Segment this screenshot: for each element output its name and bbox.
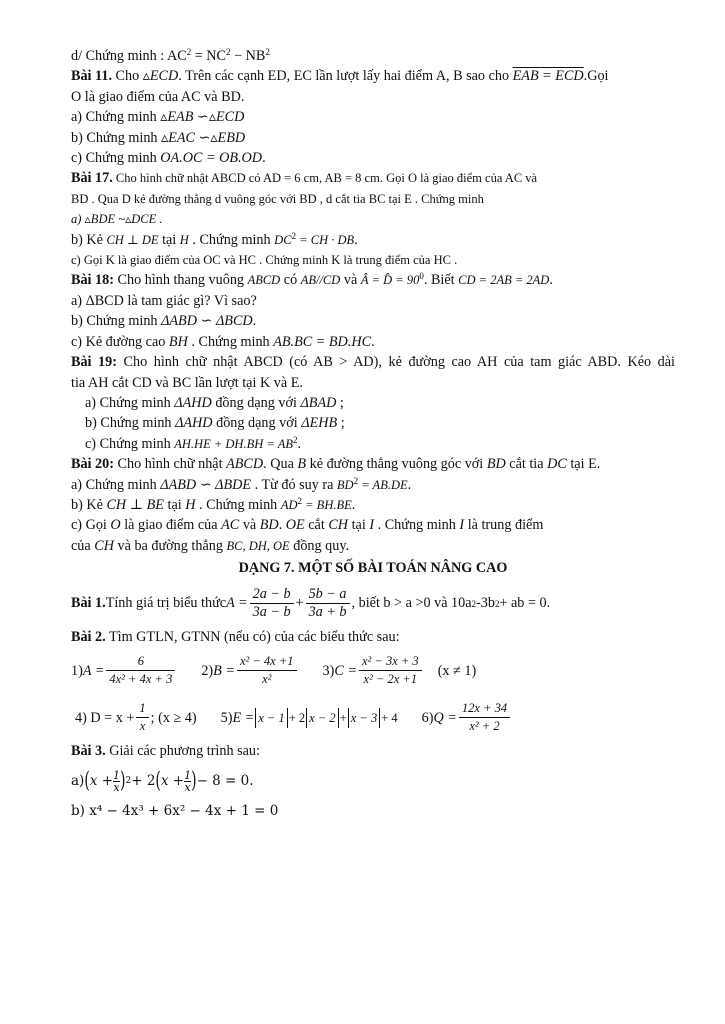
e4-den: x — [139, 719, 146, 734]
b17-b-math2: DC — [274, 232, 292, 247]
b20-a — [71, 475, 675, 495]
b20-b-mid2: . Chứng minh — [195, 496, 281, 513]
b19-c — [71, 434, 675, 454]
b20-a-math: ΔABD ∽ ΔBDE — [160, 476, 252, 493]
e4-frac — [136, 700, 148, 735]
e1-frac — [106, 653, 175, 688]
b18-title: Bài 18: — [71, 272, 114, 289]
b18-t5: và — [340, 272, 361, 289]
e4-cond: ; (x ≥ 4) — [150, 709, 197, 726]
b11-text1: Cho — [112, 68, 143, 85]
b20-c-ac: AC — [221, 517, 240, 534]
b18-c — [71, 332, 675, 352]
p1-A: A = — [226, 595, 248, 612]
b19-c-period: . — [297, 435, 302, 452]
b20-t1: Cho hình chữ nhật — [113, 456, 227, 473]
e2-den: x² — [262, 672, 272, 687]
b20-t4: B — [297, 456, 307, 473]
b20-c-oe: OE — [285, 517, 305, 534]
b20-a-m3: = AB.DE — [358, 477, 408, 492]
p3a-frac1 — [113, 770, 120, 793]
b20-c2-ch: CH — [94, 537, 114, 554]
p3a-frac2 — [184, 770, 191, 793]
b20-title: Bài 20: — [71, 456, 114, 473]
b18-period: . — [549, 272, 553, 289]
b18-c-label: c) Kẻ đường cao — [71, 333, 169, 350]
b19-sq: 2 — [292, 434, 298, 445]
b11-a — [71, 107, 675, 127]
p3a-frac2-num: 1 — [184, 768, 192, 782]
b18-b-label: b) Chứng minh — [71, 313, 162, 330]
b11-angles: EAB = ECD — [512, 68, 584, 85]
e2-lhs: B = — [213, 662, 235, 679]
d-end: − NB — [230, 48, 266, 64]
d-prefix: d/ Chứng minh : AC — [71, 48, 187, 64]
b18-t4: AB//CD — [300, 273, 341, 288]
b18-t3: có — [280, 272, 301, 289]
b18-t8: CD = 2AB = 2AD — [458, 273, 550, 288]
b17-b-math3: = CH · DB — [296, 232, 355, 247]
b20-c-ch: CH — [328, 517, 349, 534]
b18-c-bh: BH — [168, 333, 188, 350]
e1-label: 1) — [71, 662, 83, 679]
b20-c2-t1: của — [71, 537, 95, 554]
b17-title: Bài 17. — [71, 170, 113, 187]
section-title: DẠNG 7. MỘT SỐ BÀI TOÁN NÂNG CAO — [238, 560, 508, 577]
p3a-frac1-num: 1 — [113, 768, 121, 782]
e2-frac — [237, 653, 297, 688]
e5-abs2: x − 2 — [306, 708, 338, 728]
b20-a-period: . — [407, 476, 412, 493]
p1-frac2-den: 3a + b — [308, 604, 347, 621]
p3a-frac2-den: x — [184, 780, 191, 794]
b20-b-m2: AD — [280, 497, 298, 512]
b18-a: a) ΔBCD là tam giác gì? Vì sao? — [71, 292, 257, 309]
p3a-x1: x + — [89, 773, 114, 790]
e3-den: x² − 2x +1 — [363, 672, 418, 687]
p2-row2 — [71, 695, 675, 741]
p3a-line: a) ( x + $\frac{1}{x}$ ) 2 + 2 ( x + $\frac{1}{x}$ ) − 8 = 0. — [71, 761, 675, 801]
b18-line1 — [71, 270, 675, 290]
b20-c-cat: cắt — [304, 517, 329, 534]
p2-line — [71, 627, 675, 647]
b17-b-period: . — [354, 231, 358, 248]
b20-t9: tại E. — [566, 456, 601, 473]
b19-c-math: AH.HE + DH.BH = AB — [174, 436, 293, 451]
b11-c-period: . — [262, 150, 266, 167]
b19-b-m1: ΔAHD — [175, 415, 213, 432]
b18-deg: 0 — [419, 271, 424, 282]
b18-c-period: . — [371, 333, 375, 350]
b11-b — [71, 128, 675, 148]
b20-b-h: H — [185, 496, 196, 513]
b20-b-sq: 2 — [297, 495, 302, 506]
b20-b-period: . — [351, 496, 356, 513]
b18-t2: ABCD — [247, 273, 281, 288]
b20-c-i2: I — [459, 517, 465, 534]
e1-den: 4x² + 4x + 3 — [109, 672, 173, 687]
b20-c-bd: BD — [259, 517, 279, 534]
b17-c: c) Gọi K là giao điểm của OC và HC . Chứng minh K là trung điểm của HC . — [71, 253, 458, 268]
e3-frac — [359, 653, 422, 688]
b19-line1 — [71, 352, 675, 372]
e3-cond: (x ≠ 1) — [437, 662, 477, 679]
p2-text: Tìm GTLN, GTNN (nếu có) của các biểu thức sau: — [105, 628, 400, 645]
b17-line1 — [71, 168, 675, 188]
b19-title: Bài 19: — [71, 354, 117, 371]
b20-a-label: a) Chứng minh — [71, 476, 161, 493]
b19-b — [71, 413, 675, 433]
b20-b-mid: tại — [163, 496, 186, 513]
b20-c-tai: tại — [348, 517, 370, 534]
b18-b — [71, 311, 675, 331]
p3a-end: − 8 = 0. — [196, 773, 254, 790]
sq-1: 2 — [186, 47, 192, 57]
b20-a-sq: 2 — [353, 475, 359, 486]
b18-b-math: ΔABD ∽ ΔBCD — [161, 313, 253, 330]
b20-b-m3: = BH.BE — [302, 497, 352, 512]
b18-t6: Â = D̂ = 90 — [360, 273, 420, 288]
p1-end1: , biết b > a >0 và 10a — [351, 595, 472, 612]
e5-p1: + 2 — [288, 710, 306, 725]
b17-sq: 2 — [291, 230, 297, 241]
b20-c-end: là trung điểm — [464, 517, 544, 534]
e5-lhs: E = — [232, 709, 255, 726]
e5-p2: + — [339, 710, 347, 725]
b19-c-label: c) Chứng minh — [85, 435, 175, 452]
b18-c-mid: . Chứng minh — [187, 333, 274, 350]
b20-c2-lines: BC, DH, OE — [226, 538, 290, 553]
p1-frac2 — [306, 586, 350, 621]
b17-text1: Cho hình chữ nhật ABCD có AD = 6 cm, AB = 8 cm. Gọi O là giao điểm của AC và — [112, 171, 538, 186]
b20-c-cm: . Chứng minh — [374, 517, 460, 534]
p3-text: Giải các phương trình sau: — [105, 742, 260, 759]
b20-c-t2: là giao điểm của — [120, 517, 222, 534]
p1-text: Tính giá trị biểu thức — [105, 595, 227, 612]
b20-t3: . Qua — [263, 456, 298, 473]
b11-text2: . Trên các cạnh ED, EC lần lượt lấy hai điểm A, B sao cho — [178, 68, 513, 85]
p3a-label: a) — [71, 773, 85, 790]
p3-title: Bài 3. — [71, 742, 106, 759]
p1-title: Bài 1. — [71, 595, 106, 612]
p1-frac1 — [250, 586, 294, 621]
b18-c-math: AB.BC = BD.HC — [273, 333, 372, 350]
b20-a-m2: BD — [336, 477, 354, 492]
b11-c — [71, 148, 675, 168]
b11-triangle: ▵ECD — [142, 68, 179, 85]
e3-lhs: C = — [334, 662, 357, 679]
b17-b-mid: tại — [158, 231, 180, 248]
p3a-lparen1: ( — [84, 768, 90, 794]
b18-t7: . Biết — [423, 272, 459, 289]
b18-t1: Cho hình thang vuông — [113, 272, 248, 289]
b19-b-semi: ; — [337, 415, 345, 432]
p2-title: Bài 2. — [71, 628, 106, 645]
b20-t2: ABCD — [226, 456, 264, 473]
p1-plus: + — [295, 595, 304, 612]
b20-b-label: b) Kẻ — [71, 496, 107, 513]
p3a-x2: x + — [160, 773, 185, 790]
e6-num: 12x + 34 — [459, 700, 510, 718]
p1-line: Bài 1. Tính giá trị biểu thức A = $\frac{2a - b}{3a - b}$ + $\frac{5b - a}{3a + b}$ , biết b > a >0 và 10a 2 -3b 2 + ab = 0. — [71, 586, 551, 621]
b20-c-line1 — [71, 515, 675, 535]
e3-label: 3) — [322, 662, 335, 679]
e6-lhs: Q = — [433, 709, 457, 726]
b20-c-dot: . — [278, 517, 286, 534]
b20-t8: DC — [547, 456, 567, 473]
b20-c-line2 — [71, 536, 675, 556]
e4-num: 1 — [136, 700, 148, 718]
b18-b-period: . — [252, 313, 257, 330]
document-body — [71, 46, 675, 822]
b11-text3: .Gọi — [583, 68, 609, 85]
b11-b-label: b) Chứng minh — [71, 129, 162, 146]
b19-text1: Cho hình chữ nhật ABCD (có AB > AD), kẻ đường cao AH của tam giác ABD. Kéo dài — [116, 354, 675, 371]
p3a-mid: + 2 — [131, 773, 156, 790]
b19-a-label: a) Chứng minh — [85, 394, 175, 411]
b11-a-label: a) Chứng minh — [71, 109, 161, 126]
p1-frac1-den: 3a − b — [252, 604, 291, 621]
e5-label: 5) — [220, 709, 233, 726]
p3a-frac1-den: x — [113, 780, 120, 794]
b19-a-semi: ; — [336, 394, 344, 411]
b20-c-o: O — [110, 517, 121, 534]
p3-line — [71, 741, 675, 761]
b19-a-mid: đồng dạng với — [211, 394, 301, 411]
e1-num: 6 — [106, 653, 175, 671]
b17-b-mid2: . Chứng minh — [188, 231, 275, 248]
b20-c-i: I — [369, 517, 375, 534]
p3a-lparen2: ( — [155, 768, 161, 794]
b19-b-m2: ΔEHB — [301, 415, 338, 432]
e2-label: 2) — [201, 662, 214, 679]
p3b-line: b) x⁴ − 4x³ + 6x² − 4x + 1 = 0 — [71, 803, 279, 820]
e5-abs3: x − 3 — [348, 708, 380, 728]
e4-label: 4) D = x + — [75, 709, 135, 726]
p1-end3: + ab = 0. — [499, 595, 551, 612]
b20-t7: cắt tia — [505, 456, 548, 473]
b20-c2-t3: đồng quy. — [289, 537, 350, 554]
b11-b-math: ▵EAC ∽▵EBD — [161, 129, 246, 146]
b11-line1 — [71, 66, 675, 86]
b19-a-m2: ΔBAD — [300, 394, 337, 411]
line-d-prove — [71, 46, 675, 66]
p3a-rparen2: ) — [191, 768, 197, 794]
b20-t6: BD — [486, 456, 506, 473]
p2-row1 — [71, 647, 675, 695]
e5-abs1: x − 1 — [255, 708, 287, 728]
b11-c-label: c) Chứng minh — [71, 150, 161, 167]
b19-b-mid: đồng dạng với — [212, 415, 302, 432]
b19-a — [71, 393, 675, 413]
p3a-rparen1: ) — [120, 768, 126, 794]
b20-c2-t2: và ba đường thẳng — [113, 537, 227, 554]
b11-title: Bài 11. — [71, 68, 112, 85]
b20-b — [71, 495, 675, 515]
b20-c-t1: c) Gọi — [71, 517, 111, 534]
b19-a-m1: ΔAHD — [174, 394, 212, 411]
b20-line1 — [71, 454, 675, 474]
p1-frac2-num: 5b − a — [306, 586, 350, 604]
e5-p3: + 4 — [381, 710, 398, 725]
e6-frac — [459, 700, 510, 735]
b17-line2: BD . Qua D kẻ đường thẳng d vuông góc với BD , d cắt tia BC tại E . Chứng minh — [71, 191, 484, 206]
b20-c-and: và — [239, 517, 260, 534]
b19-b-label: b) Chứng minh — [85, 415, 176, 432]
p1-frac1-num: 2a − b — [250, 586, 294, 604]
sq-2: 2 — [226, 47, 231, 57]
b17-b-label: b) Kẻ — [71, 231, 107, 248]
sq-3: 2 — [265, 47, 270, 57]
b20-b-math1: CH ⊥ BE — [106, 496, 164, 513]
b11-line2: O là giao điểm của AC và BD. — [71, 88, 245, 105]
d-mid: = NC — [191, 48, 227, 64]
e1-lhs: A = — [82, 662, 105, 679]
e6-label: 6) — [421, 709, 434, 726]
b17-b — [71, 230, 675, 250]
b20-a-mid: . Từ đó suy ra — [251, 476, 337, 493]
e3-num: x² − 3x + 3 — [359, 653, 422, 671]
b11-c-math: OA.OC = OB.OD — [160, 150, 263, 167]
b17-b-h: H — [179, 232, 189, 247]
e6-den: x² + 2 — [469, 719, 500, 734]
b19-line2: tia AH cắt CD và BC lần lượt tại K và E. — [71, 374, 303, 391]
b11-a-math: ▵EAB ∽▵ECD — [160, 109, 245, 126]
b20-t5: kẻ đường thẳng vuông góc với — [306, 456, 487, 473]
b17-b-math1: CH ⊥ DE — [106, 232, 159, 247]
b17-a: a) ▵BDE ~▵DCE . — [71, 212, 163, 227]
p1-end2: -3b — [476, 595, 495, 612]
e2-num: x² − 4x +1 — [237, 653, 297, 671]
